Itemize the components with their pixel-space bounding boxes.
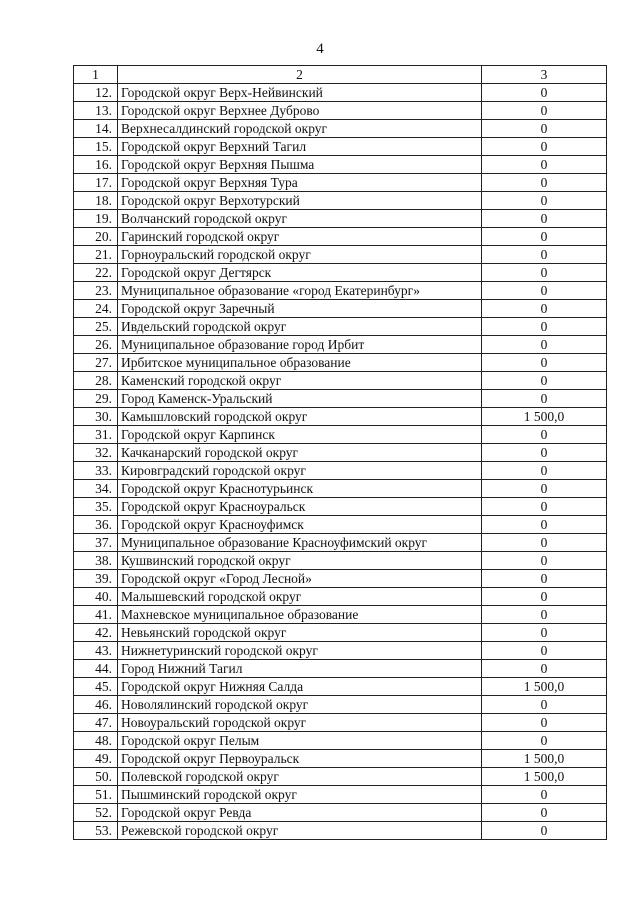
table-row — [74, 732, 607, 750]
table-row — [74, 138, 607, 156]
row-number: 15. — [74, 138, 118, 156]
row-number: 16. — [74, 156, 118, 174]
table-row — [74, 498, 607, 516]
amount-value: 0 — [482, 552, 607, 570]
amount-value: 0 — [482, 822, 607, 840]
municipality-name: Городской округ Верхнее Дуброво — [118, 102, 482, 120]
amount-value: 0 — [482, 498, 607, 516]
municipality-name: Городской округ Ревда — [118, 804, 482, 822]
row-number: 47. — [74, 714, 118, 732]
municipality-name: Городской округ Первоуральск — [118, 750, 482, 768]
municipality-name: Муниципальное образование «город Екатеринбург» — [118, 282, 482, 300]
column-header-value: 3 — [482, 66, 607, 84]
amount-value: 0 — [482, 624, 607, 642]
amount-value: 0 — [482, 264, 607, 282]
municipality-name: Городской округ Верхняя Пышма — [118, 156, 482, 174]
amount-value: 0 — [482, 174, 607, 192]
amount-value: 0 — [482, 282, 607, 300]
municipality-name: Верхнесалдинский городской округ — [118, 120, 482, 138]
table-row — [74, 210, 607, 228]
amount-value: 0 — [482, 606, 607, 624]
table-row — [74, 282, 607, 300]
table-row — [74, 336, 607, 354]
table-row — [74, 318, 607, 336]
table-row — [74, 444, 607, 462]
table-row — [74, 390, 607, 408]
row-number: 17. — [74, 174, 118, 192]
amount-value: 0 — [482, 480, 607, 498]
municipality-name: Городской округ Карпинск — [118, 426, 482, 444]
table-row — [74, 750, 607, 768]
table-row — [74, 696, 607, 714]
amount-value: 0 — [482, 534, 607, 552]
table-row — [74, 480, 607, 498]
table-row — [74, 786, 607, 804]
table-row — [74, 156, 607, 174]
row-number: 12. — [74, 84, 118, 102]
row-number: 51. — [74, 786, 118, 804]
row-number: 25. — [74, 318, 118, 336]
table-row — [74, 246, 607, 264]
row-number: 43. — [74, 642, 118, 660]
table-row — [74, 228, 607, 246]
table-body — [74, 84, 607, 840]
amount-value: 0 — [482, 120, 607, 138]
table-row — [74, 300, 607, 318]
page-number: 4 — [316, 41, 324, 57]
row-number: 26. — [74, 336, 118, 354]
municipality-name: Гаринский городской округ — [118, 228, 482, 246]
table-row — [74, 426, 607, 444]
amount-value: 0 — [482, 192, 607, 210]
row-number: 53. — [74, 822, 118, 840]
municipality-name: Махневское муниципальное образование — [118, 606, 482, 624]
row-number: 20. — [74, 228, 118, 246]
municipality-name: Нижнетуринский городской округ — [118, 642, 482, 660]
row-number: 31. — [74, 426, 118, 444]
amount-value: 1 500,0 — [482, 768, 607, 786]
table-row — [74, 354, 607, 372]
municipality-name: Городской округ Краснотурьинск — [118, 480, 482, 498]
row-number: 42. — [74, 624, 118, 642]
amount-value: 0 — [482, 786, 607, 804]
row-number: 40. — [74, 588, 118, 606]
amount-value: 0 — [482, 228, 607, 246]
municipality-name: Качканарский городской округ — [118, 444, 482, 462]
row-number: 21. — [74, 246, 118, 264]
table-row — [74, 624, 607, 642]
row-number: 46. — [74, 696, 118, 714]
municipality-name: Городской округ Красноуральск — [118, 498, 482, 516]
municipality-name: Новолялинский городской округ — [118, 696, 482, 714]
amount-value: 0 — [482, 804, 607, 822]
table-row — [74, 372, 607, 390]
amount-value: 0 — [482, 318, 607, 336]
row-number: 33. — [74, 462, 118, 480]
amount-value: 0 — [482, 102, 607, 120]
row-number: 29. — [74, 390, 118, 408]
amount-value: 0 — [482, 444, 607, 462]
amount-value: 0 — [482, 570, 607, 588]
table-row — [74, 606, 607, 624]
table-row — [74, 822, 607, 840]
municipality-name: Городской округ Пелым — [118, 732, 482, 750]
amount-value: 0 — [482, 84, 607, 102]
row-number: 45. — [74, 678, 118, 696]
row-number: 36. — [74, 516, 118, 534]
amount-value: 0 — [482, 300, 607, 318]
table-row — [74, 804, 607, 822]
amount-value: 1 500,0 — [482, 750, 607, 768]
municipality-name: Городской округ Дегтярск — [118, 264, 482, 282]
row-number: 32. — [74, 444, 118, 462]
municipality-name: Ивдельский городской округ — [118, 318, 482, 336]
row-number: 49. — [74, 750, 118, 768]
row-number: 50. — [74, 768, 118, 786]
amount-value: 0 — [482, 732, 607, 750]
municipality-name: Каменский городской округ — [118, 372, 482, 390]
row-number: 30. — [74, 408, 118, 426]
table-row — [74, 588, 607, 606]
row-number: 38. — [74, 552, 118, 570]
amount-value: 0 — [482, 156, 607, 174]
table-header-row — [74, 66, 607, 84]
municipality-name: Малышевский городской округ — [118, 588, 482, 606]
table-row — [74, 192, 607, 210]
amount-value: 0 — [482, 462, 607, 480]
row-number: 41. — [74, 606, 118, 624]
municipality-name: Городской округ Верхотурский — [118, 192, 482, 210]
table-row — [74, 84, 607, 102]
table-row — [74, 714, 607, 732]
row-number: 19. — [74, 210, 118, 228]
row-number: 37. — [74, 534, 118, 552]
table-row — [74, 264, 607, 282]
table-row — [74, 462, 607, 480]
municipality-name: Режевской городской округ — [118, 822, 482, 840]
table-row — [74, 642, 607, 660]
amount-value: 0 — [482, 696, 607, 714]
amount-value: 0 — [482, 642, 607, 660]
municipality-name: Кушвинский городской округ — [118, 552, 482, 570]
table-row — [74, 768, 607, 786]
row-number: 39. — [74, 570, 118, 588]
amount-value: 1 500,0 — [482, 408, 607, 426]
table-row — [74, 102, 607, 120]
municipality-name: Городской округ Красноуфимск — [118, 516, 482, 534]
row-number: 35. — [74, 498, 118, 516]
municipality-name: Город Каменск-Уральский — [118, 390, 482, 408]
column-header-number: 1 — [74, 66, 118, 84]
municipality-name: Ирбитское муниципальное образование — [118, 354, 482, 372]
row-number: 22. — [74, 264, 118, 282]
amount-value: 0 — [482, 138, 607, 156]
row-number: 48. — [74, 732, 118, 750]
municipality-name: Волчанский городской округ — [118, 210, 482, 228]
row-number: 44. — [74, 660, 118, 678]
municipality-name: Городской округ Верхняя Тура — [118, 174, 482, 192]
municipality-name: Полевской городской округ — [118, 768, 482, 786]
table-row — [74, 660, 607, 678]
amount-value: 0 — [482, 246, 607, 264]
row-number: 34. — [74, 480, 118, 498]
amount-value: 0 — [482, 426, 607, 444]
amount-value: 0 — [482, 210, 607, 228]
amount-value: 0 — [482, 390, 607, 408]
municipality-name: Камышловский городской округ — [118, 408, 482, 426]
amount-value: 1 500,0 — [482, 678, 607, 696]
amount-value: 0 — [482, 516, 607, 534]
row-number: 28. — [74, 372, 118, 390]
amount-value: 0 — [482, 372, 607, 390]
amount-value: 0 — [482, 588, 607, 606]
municipality-name: Пышминский городской округ — [118, 786, 482, 804]
municipality-name: Городской округ Верх-Нейвинский — [118, 84, 482, 102]
table-row — [74, 408, 607, 426]
table-row — [74, 120, 607, 138]
municipality-name: Невьянский городской округ — [118, 624, 482, 642]
municipality-name: Городской округ «Город Лесной» — [118, 570, 482, 588]
table-row — [74, 534, 607, 552]
allocation-table — [73, 65, 607, 840]
row-number: 13. — [74, 102, 118, 120]
row-number: 24. — [74, 300, 118, 318]
column-header-name: 2 — [118, 66, 482, 84]
row-number: 18. — [74, 192, 118, 210]
row-number: 27. — [74, 354, 118, 372]
municipality-name: Городской округ Заречный — [118, 300, 482, 318]
table-row — [74, 174, 607, 192]
row-number: 14. — [74, 120, 118, 138]
amount-value: 0 — [482, 354, 607, 372]
municipality-name: Муниципальное образование Красноуфимский округ — [118, 534, 482, 552]
municipality-name: Город Нижний Тагил — [118, 660, 482, 678]
municipality-name: Городской округ Верхний Тагил — [118, 138, 482, 156]
municipality-name: Муниципальное образование город Ирбит — [118, 336, 482, 354]
amount-value: 0 — [482, 336, 607, 354]
row-number: 52. — [74, 804, 118, 822]
municipality-name: Кировградский городской округ — [118, 462, 482, 480]
table-row — [74, 516, 607, 534]
row-number: 23. — [74, 282, 118, 300]
table-row — [74, 552, 607, 570]
municipality-name: Городской округ Нижняя Салда — [118, 678, 482, 696]
amount-value: 0 — [482, 714, 607, 732]
municipality-name: Новоуральский городской округ — [118, 714, 482, 732]
amount-value: 0 — [482, 660, 607, 678]
municipality-name: Горноуральский городской округ — [118, 246, 482, 264]
table-row — [74, 570, 607, 588]
table-row — [74, 678, 607, 696]
